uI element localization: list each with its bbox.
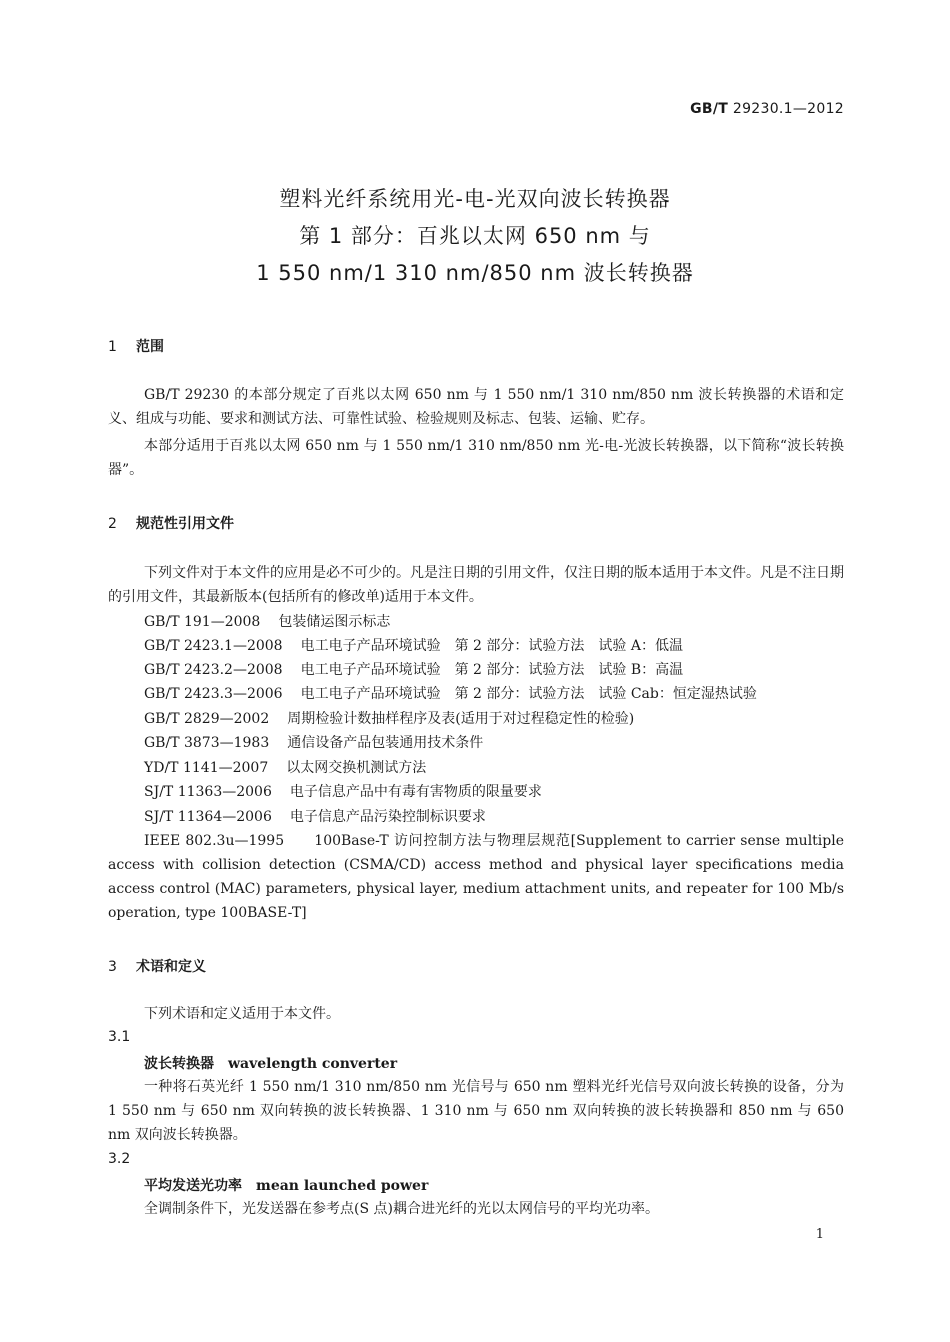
term-heading	[144, 1175, 428, 1195]
reference-item	[144, 806, 486, 826]
reference-code: GB/T 2423.3—2006	[144, 686, 283, 702]
reference-title: 电工电子产品环境试验 第 2 部分：试验方法 试验 Cab：恒定湿热试验	[300, 686, 757, 702]
reference-title: 周期检验计数抽样程序及表(适用于对过程稳定性的检验)	[287, 711, 635, 727]
section-2-heading	[108, 513, 234, 533]
page-number: 1	[815, 1227, 824, 1242]
term-heading	[144, 1053, 397, 1073]
reference-item	[144, 708, 634, 728]
term-definition: 一种将石英光纤 1 550 nm/1 310 nm/850 nm 光信号与 650 nm 塑料光纤光信号双向波长转换的设备，分为 1 550 nm 与 650 nm 双向转换的波长转换器、1 310 nm 与 650 nm 双向转换的波长转换器和 850 nm 与 650 nm 双向波长转换器。	[108, 1079, 844, 1143]
section-2-title: 规范性引用文件	[136, 516, 234, 532]
reference-code: GB/T 2423.1—2008	[144, 638, 283, 654]
reference-code: GB/T 191—2008	[144, 614, 261, 630]
section-1-para-1: GB/T 29230 的本部分规定了百兆以太网 650 nm 与 1 550 nm/1 310 nm/850 nm 波长转换器的术语和定义、组成与功能、要求和测试方法、可靠性试验、检验规则及标志、包装、运输、贮存。	[108, 387, 844, 427]
ieee-reference: IEEE 802.3u—1995 100Base-T 访问控制方法与物理层规范[Supplement to carrier sense multiple access with collision detection (CSMA/CD) access method and physical layer specifications media access control (MAC) parameters, physical layer, medium attachment units, and repeater for 100 Mb/s operation, type 100BASE-T]	[108, 833, 844, 921]
reference-code: SJ/T 11363—2006	[144, 784, 272, 800]
reference-title: 通信设备产品包装通用技术条件	[287, 735, 484, 751]
reference-code: SJ/T 11364—2006	[144, 809, 272, 825]
term-english: wavelength converter	[228, 1056, 398, 1072]
reference-title: 电子信息产品中有毒有害物质的限量要求	[289, 784, 542, 800]
reference-title: 电子信息产品污染控制标识要求	[289, 809, 486, 825]
reference-code: YD/T 1141—2007	[144, 760, 269, 776]
reference-item	[144, 757, 426, 777]
term-number: 3.1	[108, 1029, 131, 1045]
reference-item	[144, 611, 390, 631]
term-number: 3.2	[108, 1151, 131, 1167]
section-3-number: 3	[108, 959, 117, 975]
section-3-title: 术语和定义	[136, 959, 206, 975]
reference-title: 包装储运图示标志	[278, 614, 391, 630]
reference-item	[144, 635, 683, 655]
standard-code	[690, 101, 844, 117]
reference-item	[144, 659, 683, 679]
reference-item	[144, 732, 483, 752]
reference-title: 以太网交换机测试方法	[286, 760, 427, 776]
term-english: mean launched power	[256, 1178, 429, 1194]
reference-item	[144, 683, 757, 703]
reference-item	[144, 781, 542, 801]
reference-title: 电工电子产品环境试验 第 2 部分：试验方法 试验 B：高温	[300, 662, 684, 678]
reference-code: GB/T 2423.2—2008	[144, 662, 283, 678]
term-chinese: 平均发送光功率	[144, 1178, 242, 1194]
section-2-intro: 下列文件对于本文件的应用是必不可少的。凡是注日期的引用文件，仅注日期的版本适用于本文件。凡是不注日期的引用文件，其最新版本(包括所有的修改单)适用于本文件。	[108, 565, 844, 605]
standard-code-prefix: GB/T	[690, 101, 729, 117]
section-1-title: 范围	[136, 339, 164, 355]
term-definition: 全调制条件下，光发送器在参考点(S 点)耦合进光纤的光以太网信号的平均光功率。	[144, 1201, 659, 1217]
reference-code: GB/T 3873—1983	[144, 735, 270, 751]
section-2-number: 2	[108, 516, 117, 532]
section-3-intro: 下列术语和定义适用于本文件。	[144, 1006, 340, 1022]
standard-code-number: 29230.1—2012	[728, 101, 844, 117]
reference-code: GB/T 2829—2002	[144, 711, 270, 727]
section-1-heading	[108, 336, 164, 356]
title-line-3: 1 550 nm/1 310 nm/850 nm 波长转换器	[256, 261, 694, 285]
section-3-heading	[108, 956, 206, 976]
title-line-1: 塑料光纤系统用光-电-光双向波长转换器	[279, 187, 671, 211]
section-1-number: 1	[108, 339, 117, 355]
title-line-2: 第 1 部分：百兆以太网 650 nm 与	[299, 224, 651, 248]
reference-title: 电工电子产品环境试验 第 2 部分：试验方法 试验 A：低温	[300, 638, 683, 654]
section-1-para-2: 本部分适用于百兆以太网 650 nm 与 1 550 nm/1 310 nm/850 nm 光-电-光波长转换器，以下简称“波长转换器”。	[108, 438, 844, 478]
term-chinese: 波长转换器	[144, 1056, 214, 1072]
